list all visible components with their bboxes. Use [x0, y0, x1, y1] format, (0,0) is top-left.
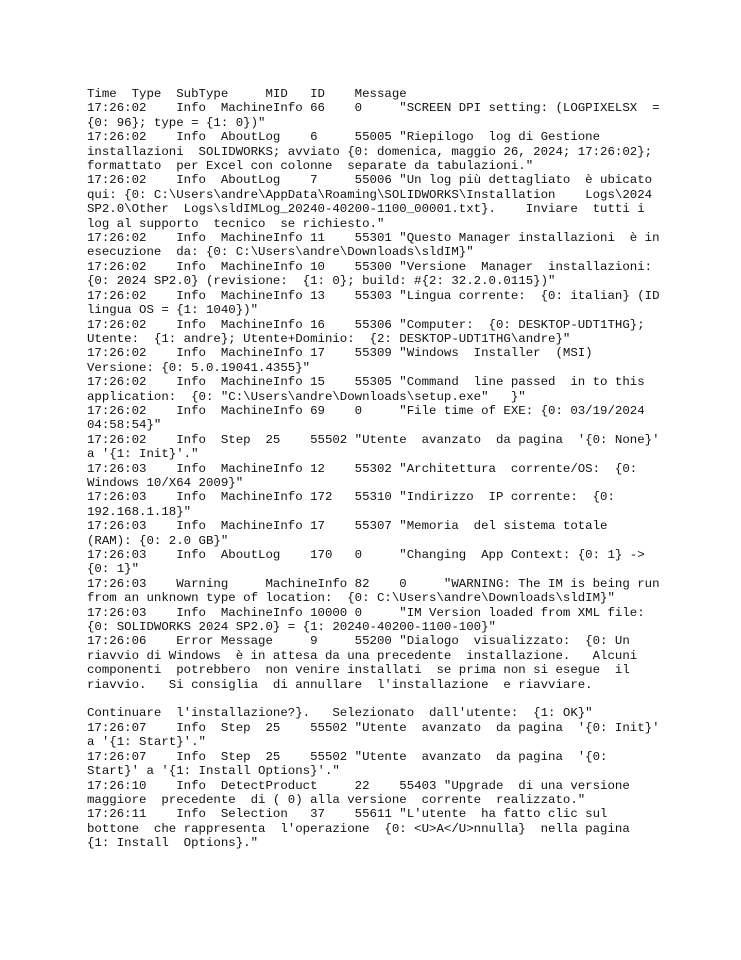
- log-entry: 17:26:02 Info MachineInfo 17 55309 "Windows Installer (MSI) Versione: {0: 5.0.19041.4355}": [87, 346, 601, 375]
- log-entry: 17:26:03 Info MachineInfo 17 55307 "Memoria del sistema totale (RAM): {0: 2.0 GB}": [87, 519, 623, 548]
- log-header: Time Type SubType MID ID Message: [87, 87, 407, 101]
- log-entry-error: 17:26:06 Error Message 9 55200 "Dialogo visualizzato: {0: Un riavvio di Windows è in attesa da una precedente installazione. Alcuni componenti potrebbero non venire installati se prima non si esegue il riavvio. Si consiglia di annullare l'installazione e riavviare. Continuare l'installazione?}. Selezionato dall'utente: {1: OK}": [87, 634, 638, 721]
- log-entry: 17:26:03 Info MachineInfo 12 55302 "Architettura corrente/OS: {0: Windows 10/X64 2009}": [87, 461, 645, 490]
- log-entry-warning: 17:26:03 Warning MachineInfo 82 0 "WARNING: The IM is being run from an unknown type of location: {0: C:\Users\andre\Downloads\sldIM}": [87, 576, 667, 606]
- log-entry: 17:26:02 Info AboutLog 7 55006 "Un log più dettagliato è ubicato qui: {0: C:\Users\andre\AppData\Roaming\SOLIDWORKS\Installation Logs\2024 SP2.0\Other Logs\sldIMLog_20240-40200-1100_00001.txt}. Inviare tutti i log al supporto tecnico se richiesto.": [87, 173, 660, 231]
- log-entry: 17:26:03 Info AboutLog 170 0 "Changing App Context: {0: 1} -> {0: 1}": [87, 548, 653, 577]
- log-entry: 17:26:02 Info MachineInfo 15 55305 "Command line passed in to this application: {0: "C:\Users\andre\Downloads\setup.exe" }": [87, 375, 653, 404]
- log-entry: 17:26:02 Info AboutLog 6 55005 "Riepilogo log di Gestione installazioni SOLIDWORKS; avviato {0: domenica, maggio 26, 2024; 17:26:02}; formattato per Excel con colonne separate da tabulazioni.": [87, 130, 660, 174]
- log-entry: 17:26:02 Info Step 25 55502 "Utente avanzato da pagina '{0: None}' a '{1: Init}'.": [87, 432, 667, 462]
- log-entry: 17:26:02 Info MachineInfo 11 55301 "Questo Manager installazioni è in esecuzione da: {0: C:\Users\andre\Downloads\sldIM}": [87, 231, 667, 260]
- log-entry: 17:26:03 Info MachineInfo 172 55310 "Indirizzo IP corrente: {0: 192.168.1.18}": [87, 490, 623, 519]
- log-entry: 17:26:02 Info MachineInfo 16 55306 "Computer: {0: DESKTOP-UDT1THG}; Utente: {1: andre}; Utente+Dominio: {2: DESKTOP-UDT1THG\andre}": [87, 317, 653, 346]
- log-entry: 17:26:10 Info DetectProduct 22 55403 "Upgrade di una versione maggiore precedente di ( 0) alla versione corrente realizzato.": [87, 778, 638, 807]
- log-entry: 17:26:02 Info MachineInfo 13 55303 "Lingua corrente: {0: italian} (ID lingua OS = {1: 1040})": [87, 288, 667, 318]
- log-entry: 17:26:02 Info MachineInfo 10 55300 "Versione Manager installazioni: {0: 2024 SP2.0} (revisione: {1: 0}; build: #{2: 32.2.0.0115})": [87, 259, 660, 289]
- log-entry: 17:26:11 Info Selection 37 55611 "L'utente ha fatto clic sul bottone che rappresenta l'operazione {0: <U>A</U>nnulla} nella pagina {1: Install Options}.": [87, 807, 645, 851]
- log-text: [87, 87, 667, 851]
- log-entry: 17:26:03 Info MachineInfo 10000 0 "IM Version loaded from XML file: {0: SOLIDWORKS 2024 SP2.0} = {1: 20240-40200-1100-100}": [87, 605, 653, 635]
- log-entry: 17:26:02 Info MachineInfo 66 0 "SCREEN DPI setting: (LOGPIXELSX = {0: 96}; type = {1: 0})": [87, 101, 667, 130]
- log-entry: 17:26:02 Info MachineInfo 69 0 "File time of EXE: {0: 03/19/2024 04:58:54}": [87, 403, 653, 433]
- log-entry: 17:26:07 Info Step 25 55502 "Utente avanzato da pagina '{0: Init}' a '{1: Start}'.": [87, 720, 667, 750]
- log-document: [87, 87, 667, 851]
- log-entry: 17:26:07 Info Step 25 55502 "Utente avanzato da pagina '{0: Start}' a '{1: Install Options}'.": [87, 749, 615, 779]
